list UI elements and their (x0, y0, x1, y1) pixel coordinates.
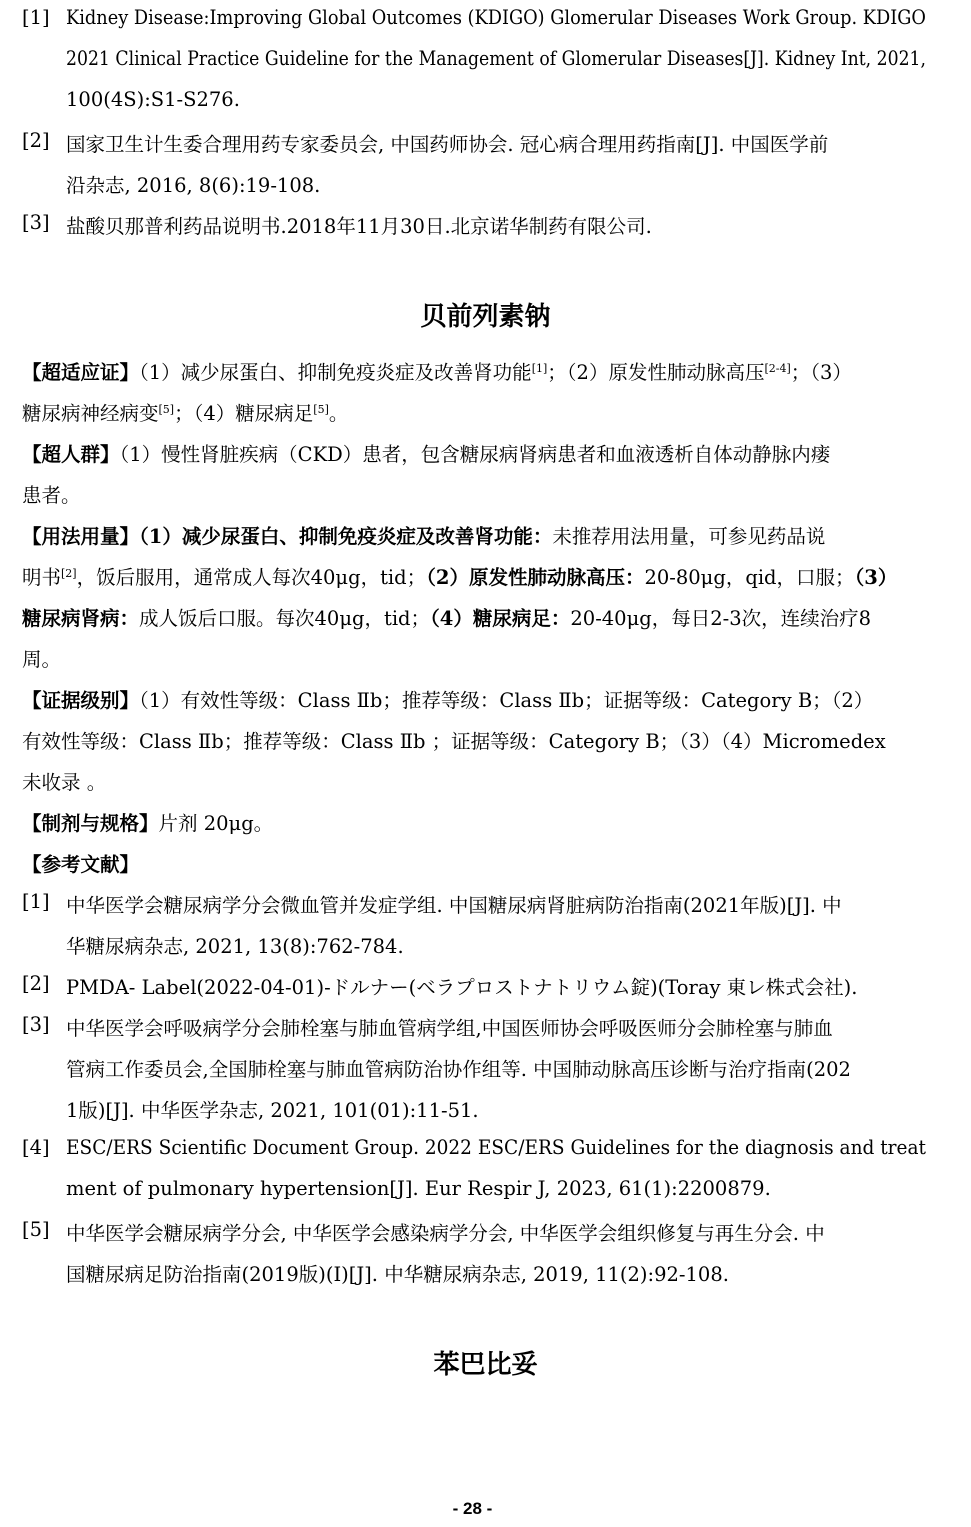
dosage-line-4: 周。 (22, 648, 62, 671)
dosage-heading: （4）糖尿病足： (430, 607, 571, 630)
page-number: - 28 - (452, 1499, 493, 1518)
indication-text: 糖尿病神经病变 (22, 402, 159, 425)
indication-label: 【超适应证】 (22, 361, 140, 384)
dosage-line-2 (22, 562, 897, 590)
reference-number: [1] (22, 890, 50, 913)
reference-number: [2] (22, 129, 50, 152)
reference-line: 盐酸贝那普利药品说明书.2018年11月30日.北京诺华制药有限公司. (66, 215, 652, 238)
dosage-text: 20-40μg，每日2-3次，连续治疗8 (570, 607, 872, 630)
reference-number: [5] (22, 1218, 50, 1241)
citation: [2] (61, 567, 77, 580)
dosage-text: 明书 (22, 566, 62, 589)
reference-line: Kidney Disease:Improving Global Outcomes (KDIGO) Glomerular Diseases Work Group. KDIGO (66, 6, 926, 29)
reference-line: 管病工作委员会,全国肺栓塞与肺血管病防治协作组等. 中国肺动脉高压诊断与治疗指南(202 (66, 1058, 851, 1081)
reference-line: ESC/ERS Scientific Document Group. 2022 ESC/ERS Guidelines for the diagnosis and treat (66, 1136, 926, 1159)
reference-line: 沿杂志, 2016, 8(6):19-108. (66, 174, 321, 197)
reference-line: PMDA- Label(2022-04-01)-ドルナー(ベラプロストナトリウム錠)(Toray 東レ株式会社). (66, 976, 858, 999)
population-line-2: 患者。 (22, 484, 81, 507)
reference-line: 华糖尿病杂志, 2021, 13(8):762-784. (66, 935, 404, 958)
reference-line: 中华医学会呼吸病学分会肺栓塞与肺血管病学组,中国医师协会呼吸医师分会肺栓塞与肺血 (66, 1017, 833, 1040)
citation: [5] (313, 403, 329, 416)
dosage-label: 【用法用量】 (22, 525, 140, 548)
dosage-heading: （2）原发性肺动脉高压： (426, 566, 645, 589)
citation: [5] (158, 403, 175, 416)
dosage-text: 未推荐用法用量，可参见药品说 (552, 525, 826, 548)
dosage-line-3 (22, 603, 871, 631)
reference-line: 国家卫生计生委合理用药专家委员会, 中国药师协会. 冠心病合理用药指南[J]. 中国医学前 (66, 133, 829, 156)
indication-text: ；（3） (790, 361, 852, 384)
reference-line: 2021 Clinical Practice Guideline for the Management of Glomerular Diseases[J]. Kidney Int, 2021, (66, 47, 927, 70)
indication-line-1 (22, 357, 852, 385)
population-text: （1）慢性肾脏疾病（CKD）患者，包含糖尿病肾病患者和血液透析自体动静脉内瘘 (119, 443, 831, 466)
evidence-line-3: 未收录 。 (22, 771, 107, 794)
reference-line: 中华医学会糖尿病学分会微血管并发症学组. 中国糖尿病肾脏病防治指南(2021年版)[J]. 中 (66, 894, 842, 917)
population-line-1 (22, 439, 830, 467)
references-heading: 【参考文献】 (22, 853, 140, 876)
evidence-line-1 (22, 685, 873, 713)
reference-number: [3] (22, 1013, 50, 1036)
formulation-text: 片剂 20μg。 (158, 812, 274, 835)
reference-line: ment of pulmonary hypertension[J]. Eur Respir J, 2023, 61(1):2200879. (66, 1177, 771, 1200)
dosage-heading: 糖尿病肾病： (22, 607, 140, 630)
reference-line: 国糖尿病足防治指南(2019版)(I)[J]. 中华糖尿病杂志, 2019, 11(2):92-108. (66, 1263, 729, 1286)
evidence-line-2: 有效性等级：Class Ⅱb；推荐等级：Class Ⅱb ；证据等级：Category B；（3）（4）Micromedex (22, 730, 886, 753)
formulation-line (22, 808, 273, 836)
dosage-text: 成人饭后口服。每次40μg，tid； (139, 607, 431, 630)
dosage-heading: （3） (854, 566, 898, 589)
population-label: 【超人群】 (22, 443, 120, 466)
evidence-label: 【证据级别】 (22, 689, 140, 712)
citation: [1] (531, 362, 548, 375)
dosage-line-1 (22, 521, 825, 549)
indication-text: （1）减少尿蛋白、抑制免疫炎症及改善肾功能 (139, 361, 532, 384)
citation: [2-4] (764, 362, 791, 375)
reference-line: 中华医学会糖尿病学分会, 中华医学会感染病学分会, 中华医学会组织修复与再生分会. 中 (66, 1222, 825, 1245)
dosage-text: ，饭后服用，通常成人每次40μg，tid； (76, 566, 427, 589)
reference-number: [2] (22, 972, 50, 995)
reference-number: [4] (22, 1136, 50, 1159)
reference-number: [1] (22, 6, 50, 29)
indication-line-2 (22, 398, 348, 426)
indication-text: ；（2）原发性肺动脉高压 (547, 361, 765, 384)
evidence-text: （1）有效性等级：Class Ⅱb；推荐等级：Class Ⅱb；证据等级：Category B；（2） (139, 689, 874, 712)
dosage-text: 20-80μg，qid，口服； (644, 566, 855, 589)
section-title: 苯巴比妥 (433, 1350, 538, 1380)
formulation-label: 【制剂与规格】 (22, 812, 159, 835)
section-title: 贝前列素钠 (420, 302, 551, 332)
reference-line: 100(4S):S1-S276. (66, 88, 240, 111)
dosage-heading: （1）减少尿蛋白、抑制免疫炎症及改善肾功能： (139, 525, 553, 548)
reference-line: 1版)[J]. 中华医学杂志, 2021, 101(01):11-51. (66, 1099, 479, 1122)
indication-text: ；（4）糖尿病足 (174, 402, 314, 425)
indication-text: 。 (328, 402, 349, 425)
reference-number: [3] (22, 211, 50, 234)
